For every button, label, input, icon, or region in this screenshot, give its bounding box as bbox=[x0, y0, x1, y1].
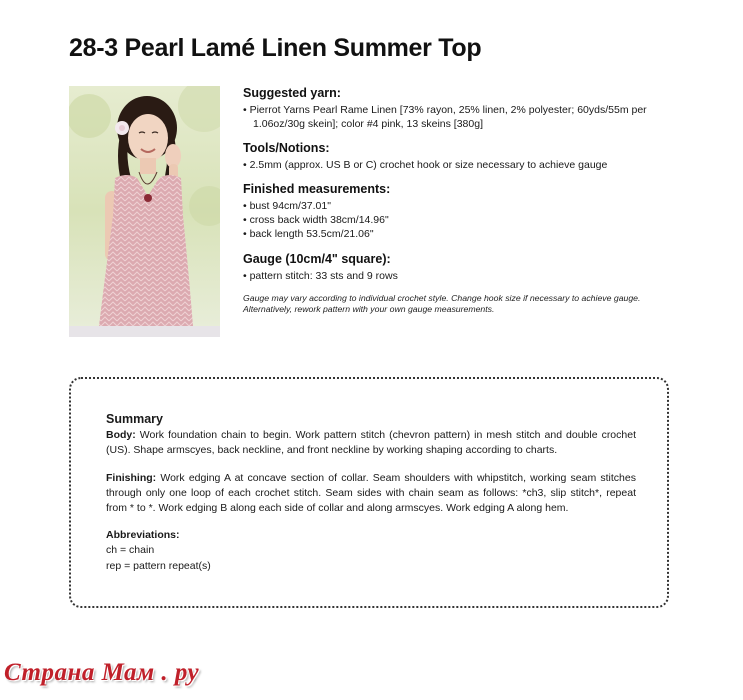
measurements-heading: Finished measurements: bbox=[243, 182, 391, 197]
abbreviations-heading: Abbreviations: bbox=[106, 529, 180, 542]
tools-section bbox=[243, 140, 683, 172]
finishing-label: Finishing: bbox=[106, 471, 157, 484]
model-photo bbox=[69, 86, 220, 337]
yarn-section bbox=[243, 85, 683, 131]
abbreviations-block bbox=[106, 528, 636, 574]
summary-content bbox=[106, 410, 636, 574]
abbreviation-item: ch = chain bbox=[106, 544, 155, 557]
body-text: Work foundation chain to begin. Work pattern stitch (chevron pattern) in mesh stitch and double crochet (US). Shape armscyes, back neckline, and front neckline by working shaping according to charts. bbox=[106, 429, 636, 457]
page-title: 28-3 Pearl Lamé Linen Summer Top bbox=[69, 34, 482, 62]
tools-item: • 2.5mm (approx. US B or C) crochet hook or size necessary to achieve gauge bbox=[243, 158, 683, 172]
body-paragraph bbox=[106, 428, 636, 458]
body-label: Body: bbox=[106, 429, 136, 442]
abbreviation-item: rep = pattern repeat(s) bbox=[106, 559, 211, 572]
finishing-paragraph bbox=[106, 471, 636, 517]
measurement-item: • back length 53.5cm/21.06" bbox=[243, 227, 683, 241]
photo-illustration bbox=[69, 86, 220, 337]
summary-box bbox=[69, 377, 669, 608]
gauge-heading: Gauge (10cm/4" square): bbox=[243, 251, 391, 266]
yarn-heading: Suggested yarn: bbox=[243, 86, 341, 100]
gauge-section bbox=[243, 251, 683, 283]
measurement-item: • cross back width 38cm/14.96" bbox=[243, 213, 683, 227]
finishing-text: Work edging A at concave section of collar. Seam shoulders with whipstitch, working seam stitches through only one loop of each crochet stitch. Seam sides with chain seam as follows: *ch3, slip stitch*, repeat from * to *. Work edging B along each side of collar and along armscyes. Work edging A along hem. bbox=[106, 471, 636, 514]
tools-heading: Tools/Notions: bbox=[243, 141, 330, 156]
measurement-item: • bust 94cm/37.01" bbox=[243, 199, 683, 213]
site-watermark: Страна Мам . ру bbox=[4, 659, 200, 686]
summary-heading: Summary bbox=[106, 412, 163, 426]
gauge-item: • pattern stitch: 33 sts and 9 rows bbox=[243, 269, 683, 283]
pattern-details bbox=[243, 85, 683, 315]
measurements-section bbox=[243, 181, 683, 241]
yarn-item: • Pierrot Yarns Pearl Rame Linen [73% rayon, 25% linen, 2% polyester; 60yds/55m per 1.06oz/30g skein]; color #4 pink, 13 skeins [380g] bbox=[243, 103, 683, 131]
gauge-note: Gauge may vary according to individual crochet style. Change hook size if necessary to achieve gauge. Alternatively, rework pattern with your own gauge measurements. bbox=[243, 292, 641, 315]
